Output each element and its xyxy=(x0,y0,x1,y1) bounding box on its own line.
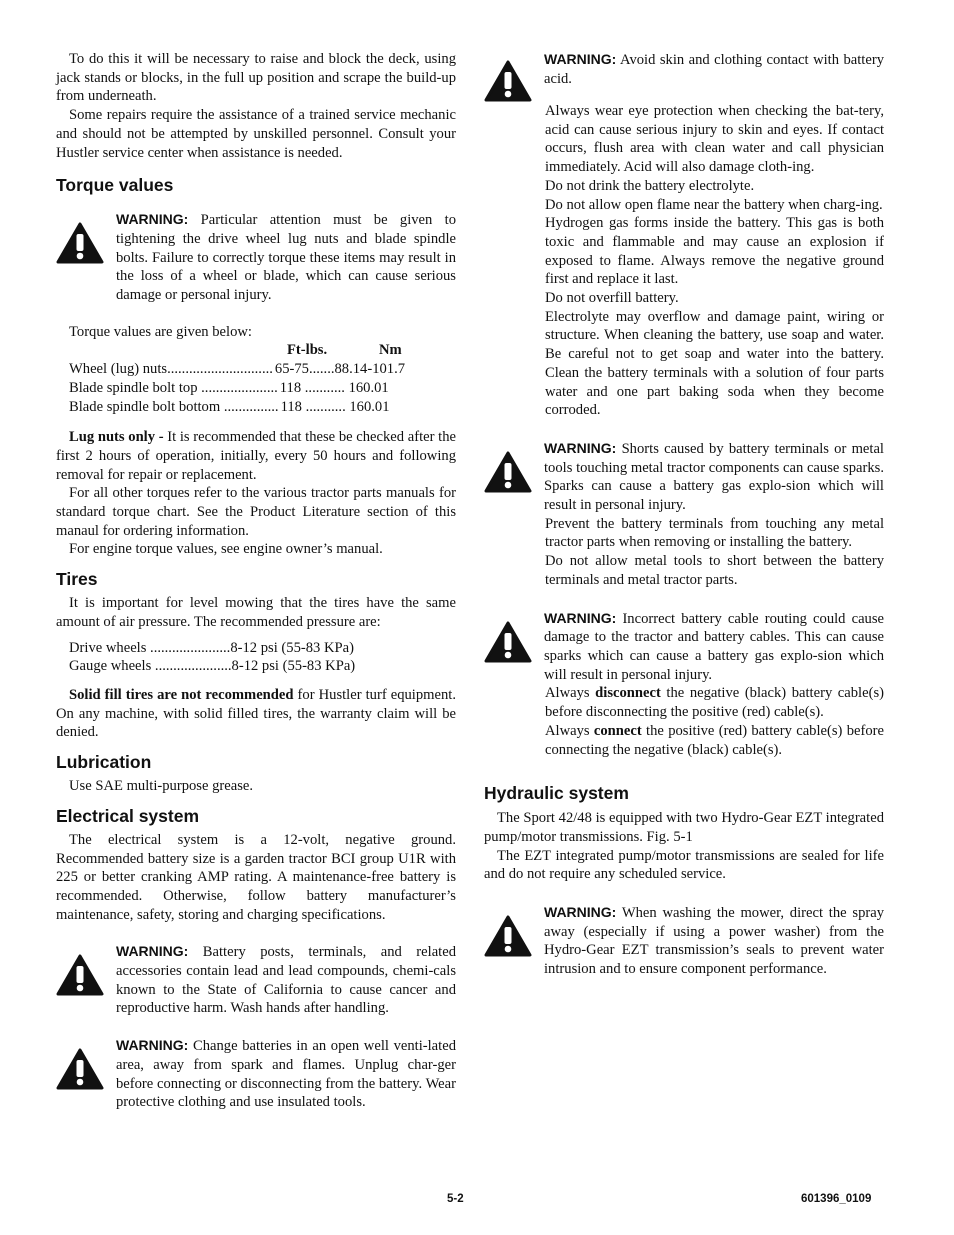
warning-label: WARNING: xyxy=(544,904,617,921)
warning-label: WARNING: xyxy=(544,609,617,626)
torque-values-heading: Torque values xyxy=(56,175,174,196)
acid-warning xyxy=(484,50,884,102)
washing-warning xyxy=(484,903,884,979)
warning-triangle-icon xyxy=(484,903,544,957)
electrical-heading: Electrical system xyxy=(56,805,200,826)
document-code: 601396_0109 xyxy=(801,1193,872,1205)
torque-warning xyxy=(56,210,456,305)
right-column xyxy=(484,50,884,979)
acid-instructions xyxy=(545,102,884,420)
shorts-line: Do not allow metal tools to short between the battery terminals and metal tractor parts. xyxy=(545,553,884,588)
tire-row: Gauge wheels ..................... 8-12 psi (55-83 KPa) xyxy=(69,658,356,675)
hydraulic-paragraph-2: The EZT integrated pump/motor transmissions are sealed for life and do not require any scheduled service. xyxy=(484,847,884,883)
torque-row: Wheel (lug) nuts ............................. 65-75 ....... 88.14-101.7 xyxy=(69,361,406,378)
acid-line: Do not overfill battery. xyxy=(545,290,679,307)
warning-triangle-icon xyxy=(56,1036,116,1090)
col-ftlbs: Ft-lbs. xyxy=(287,342,328,359)
warning-label: WARNING: xyxy=(116,211,189,228)
lug-nuts-paragraph: Lug nuts only - It is recommended that these be checked after the first 2 hours of operation, initially, every 50 hours and following removal for repair or replacement. xyxy=(56,429,456,483)
lead-warning-text: Battery posts, terminals, and related accessories contain lead and lead compounds, chemi-cals known to the State of California to cause cancer and reproductive harm. Wash hands after handling. xyxy=(116,944,456,1017)
shorts-warning-text: Shorts caused by battery terminals or metal tools touching metal tractor components can cause sparks. Sparks can cause a battery gas explo-sion which will result in personal injury. xyxy=(544,440,884,514)
tires-paragraph: It is important for level mowing that the tires have the same amount of air pressure. The recommended pressure are: xyxy=(56,595,456,630)
intro-paragraph-1: To do this it will be necessary to raise and block the deck, using jack stands or blocks, in the full up position and scrape the build-up from underneath. xyxy=(56,51,456,105)
lubrication-paragraph: Use SAE multi-purpose grease. xyxy=(69,778,254,795)
washing-warning-text: When washing the mower, direct the spray away (especially if using a power washer) from the Hydro-Gear EZT transmission’s seals to prevent water intrusion and to ensure component performance. xyxy=(544,905,884,978)
left-column xyxy=(56,50,456,1112)
warning-triangle-icon xyxy=(484,439,544,493)
torque-intro: Torque values are given below: xyxy=(69,323,252,340)
hydraulic-heading: Hydraulic system xyxy=(484,783,629,804)
lead-warning xyxy=(56,942,456,1018)
torque-row: Blade spindle bolt top ..................... 118 ........... 160.01 xyxy=(69,379,389,396)
cable-warning xyxy=(484,609,884,685)
engine-torque-paragraph: For engine torque values, see engine owner’s manual. xyxy=(69,541,383,558)
acid-line: Do not drink the battery electrolyte. xyxy=(545,177,755,194)
charging-warning-text: Change batteries in an open well venti-lated area, away from spark and flames. Unplug char-ger before connecting or disconnecting from the battery. Wear protective clothing and use insulated tools. xyxy=(116,1038,456,1111)
tire-row: Drive wheels ...................... 8-12 psi (55-83 KPa) xyxy=(69,639,354,656)
acid-line: Always wear eye protection when checking the bat-tery, acid can cause serious injury to skin and eyes. If contact occurs, flush area with clean water and call physician immediately. Acid will also damage cloth-ing. xyxy=(545,103,884,176)
warning-triangle-icon xyxy=(56,942,116,996)
tire-pressure-table xyxy=(69,639,456,676)
electrical-paragraph: The electrical system is a 12-volt, negative ground. Recommended battery size is a garden tractor BCI group U1R with 225 or better cranking AMP rating. A maintenance-free battery is recommended. Otherwise, follow battery manufacturer’s maintenance, safety, storing and charging specifications. xyxy=(56,831,456,923)
torque-row: Blade spindle bolt bottom ............... 118 ........... 160.01 xyxy=(69,398,390,415)
warning-triangle-icon xyxy=(56,210,116,264)
cable-line-disconnect: Always disconnect the negative (black) battery cable(s) before disconnecting the positive (red) cable(s). xyxy=(545,685,884,721)
warning-label: WARNING: xyxy=(116,943,189,960)
lubrication-heading: Lubrication xyxy=(56,752,152,773)
torque-table xyxy=(69,323,456,417)
warning-label: WARNING: xyxy=(544,51,617,67)
tires-heading: Tires xyxy=(56,569,98,590)
warning-label: WARNING: xyxy=(544,439,617,456)
col-nm: Nm xyxy=(379,342,402,359)
intro-paragraph-2: Some repairs require the assistance of a trained service mechanic and should not be attempted by unskilled personnel. Consult your Hustler service center when assistance is needed. xyxy=(56,107,456,161)
acid-line: Do not allow open flame near the battery when charg-ing. xyxy=(545,196,883,213)
cable-warning-text: Incorrect battery cable routing could cause damage to the tractor and battery cables. This can cause sparks which can cause a battery gas explo-sion which will result in personal injury. xyxy=(544,610,884,683)
shorts-warning xyxy=(484,439,884,515)
shorts-instructions xyxy=(545,515,884,590)
shorts-line: Prevent the battery terminals from touching any metal tractor parts when removing or installing the battery. xyxy=(545,515,884,551)
acid-warning-text: Avoid skin and clothing contact with battery acid. xyxy=(544,52,884,87)
cable-instructions xyxy=(545,684,884,759)
acid-line: Electrolyte may overflow and damage paint, wiring or structure. When cleaning the battery, use soap and water. Be careful not to get soap and water into the battery. Clean the battery terminals with a solution of four parts water and one part baking soda when they become corroded. xyxy=(545,308,884,419)
solid-fill-paragraph: Solid fill tires are not recommended for Hustler turf equipment. On any machine, with solid filled tires, the warranty claim will be denied. xyxy=(56,686,456,741)
torque-warning-text: Particular attention must be given to tightening the drive wheel lug nuts and blade spindle bolts. Failure to correctly torque these items may result in the loss of a wheel or blade, which can cause serious damage or personal injury. xyxy=(116,212,456,304)
torque-table-header xyxy=(69,341,456,360)
warning-triangle-icon xyxy=(484,50,544,102)
charging-warning xyxy=(56,1036,456,1112)
cable-line-connect: Always connect the positive (red) battery cable(s) before connecting the negative (black) cable(s). xyxy=(545,722,884,758)
hydraulic-paragraph-1: The Sport 42/48 is equipped with two Hydro-Gear EZT integrated pump/motor transmissions. Fig. 5-1 xyxy=(484,810,884,845)
warning-label: WARNING: xyxy=(116,1037,189,1054)
other-torques-paragraph: For all other torques refer to the various tractor parts manuals for standard torque chart. See the Product Literature section of this manaul for ordering information. xyxy=(56,485,456,539)
warning-triangle-icon xyxy=(484,609,544,663)
page-number: 5-2 xyxy=(447,1193,464,1205)
acid-line: Hydrogen gas forms inside the battery. This gas is both toxic and flammable and may cause an explosion if exposed to flame. Always remove the negative ground first and replace it last. xyxy=(545,215,884,288)
